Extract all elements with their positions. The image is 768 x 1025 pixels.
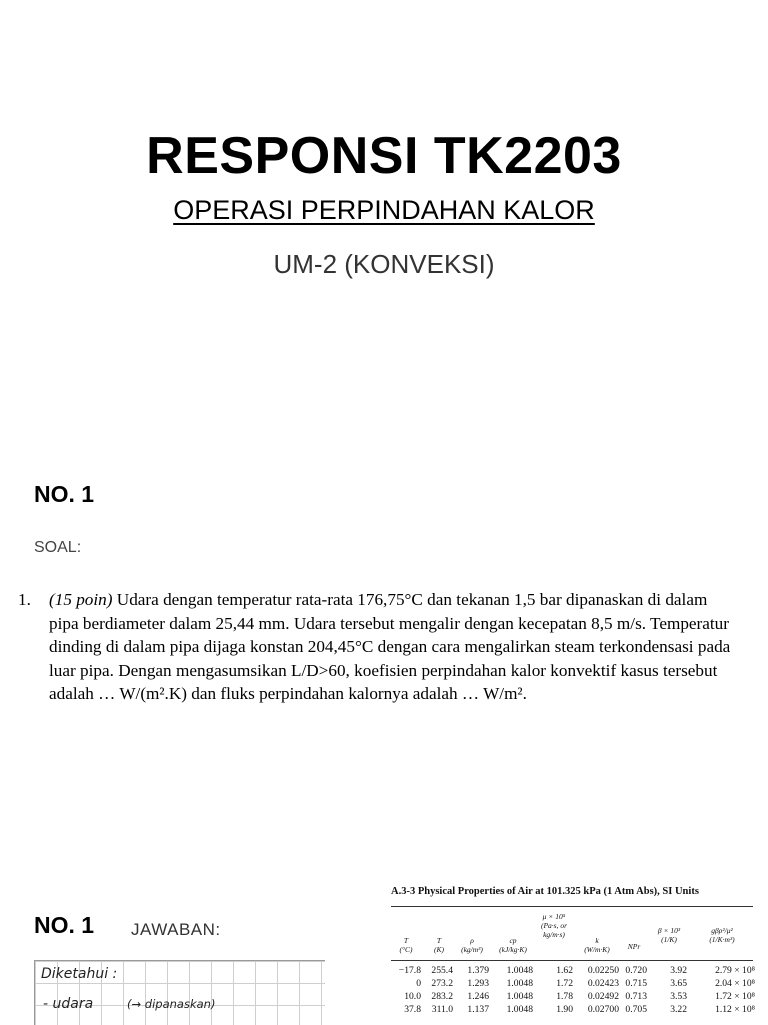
table-cell: 3.92	[670, 965, 687, 976]
problem-points: (15 poin)	[49, 590, 113, 609]
question-heading: NO. 1	[34, 481, 95, 507]
handwritten-air: - udara	[43, 996, 94, 1012]
table-cell: 311.0	[431, 1004, 453, 1015]
problem-line-3: dinding di dalam pipa dijaga konstan 204,45°C dengan cara mengalirkan steam terkondensasi pada	[49, 637, 731, 656]
problem-number: 1.	[18, 590, 31, 609]
table-cell: 0.02423	[587, 978, 619, 989]
table-cell: 0.02492	[587, 991, 619, 1002]
table-cell: 0.720	[625, 965, 647, 976]
handwritten-known: Diketahui :	[41, 966, 118, 982]
table-header-cell: T (°C)	[399, 936, 413, 954]
table-cell: 1.0048	[506, 978, 533, 989]
problem-line-5: adalah … W/(m².K) dan fluks perpindahan kalornya adalah … W/m².	[49, 684, 527, 703]
soal-label: SOAL:	[34, 539, 82, 556]
table-cell: 0	[416, 978, 421, 989]
table-cell: 1.62	[556, 965, 573, 976]
table-cell: 1.246	[467, 991, 489, 1002]
topic-label: UM-2 (KONVEKSI)	[273, 249, 495, 279]
table-cell: 0.713	[625, 991, 647, 1002]
problem-line-2: pipa berdiameter dalam 25,44 mm. Udara tersebut mengalir dengan kecepatan 8,5 m/s. Temperatur	[49, 613, 730, 633]
table-cell: 1.12 × 10⁸	[715, 1004, 755, 1015]
problem-line-1-text: Udara dengan temperatur rata-rata 176,75°C dan tekanan 1,5 bar dipanaskan di dalam	[116, 590, 708, 609]
table-header-cell: k (W/m·K)	[584, 936, 610, 954]
table-cell: 10.0	[404, 991, 421, 1002]
jawaban-label: JAWABAN:	[131, 920, 221, 939]
table-header-cell: T (K)	[434, 936, 444, 954]
air-properties-table	[389, 882, 759, 1024]
table-cell: 255.4	[431, 965, 453, 976]
table-cell: 0.705	[625, 1004, 647, 1015]
table-cell: 1.0048	[506, 965, 533, 976]
table-header-cell: μ × 10⁵ (Pa·s, or kg/m·s)	[540, 912, 568, 939]
table-cell: 0.02250	[587, 965, 619, 976]
table-cell: 2.79 × 10⁸	[715, 965, 755, 976]
problem-statement	[18, 588, 740, 706]
table-header-rule	[391, 960, 753, 961]
table-cell: 273.2	[431, 978, 453, 989]
table-header-cell: NPr	[627, 942, 641, 951]
table-cell: 1.379	[467, 965, 489, 976]
table-cell: 1.0048	[506, 991, 533, 1002]
table-cell: 1.293	[467, 978, 489, 989]
course-subtitle: OPERASI PERPINDAHAN KALOR	[173, 195, 595, 225]
table-cell: 37.8	[404, 1004, 421, 1015]
table-cell: 0.715	[625, 978, 647, 989]
answer-heading: NO. 1	[34, 912, 95, 938]
table-cell: 1.72	[556, 978, 573, 989]
table-header-cell: gβρ²/μ² (1/K·m³)	[709, 926, 735, 944]
document-title: RESPONSI TK2203	[146, 127, 622, 185]
table-header-cell: ρ (kg/m³)	[461, 936, 483, 954]
table-cell: 3.22	[670, 1004, 687, 1015]
table-header-cell: β × 10³ (1/K)	[657, 926, 681, 944]
table-top-rule	[391, 906, 753, 907]
problem-line-1	[49, 588, 740, 612]
table-cell: 0.02700	[587, 1004, 619, 1015]
table-cell: 3.53	[670, 991, 687, 1002]
table-cell: −17.8	[398, 965, 421, 976]
problem-line-4: luar pipa. Dengan mengasumsikan L/D>60, koefisien perpindahan kalor konvektif kasus tersebut	[49, 660, 718, 680]
table-cell: 283.2	[431, 991, 453, 1002]
table-header-cell: cp (kJ/kg·K)	[499, 936, 527, 954]
table-cell: 2.04 × 10⁸	[715, 978, 755, 989]
table-cell: 1.90	[556, 1004, 573, 1015]
table-cell: 3.65	[670, 978, 687, 989]
table-cell: 1.72 × 10⁸	[715, 991, 755, 1002]
table-caption: A.3-3 Physical Properties of Air at 101.325 kPa (1 Atm Abs), SI Units	[391, 886, 699, 897]
table-cell: 1.0048	[506, 1004, 533, 1015]
table-cell: 1.78	[556, 991, 573, 1002]
handwritten-heated-note: (→ dipanaskan)	[127, 997, 216, 1011]
handwritten-notes	[34, 960, 325, 1025]
table-cell: 1.137	[467, 1004, 489, 1015]
